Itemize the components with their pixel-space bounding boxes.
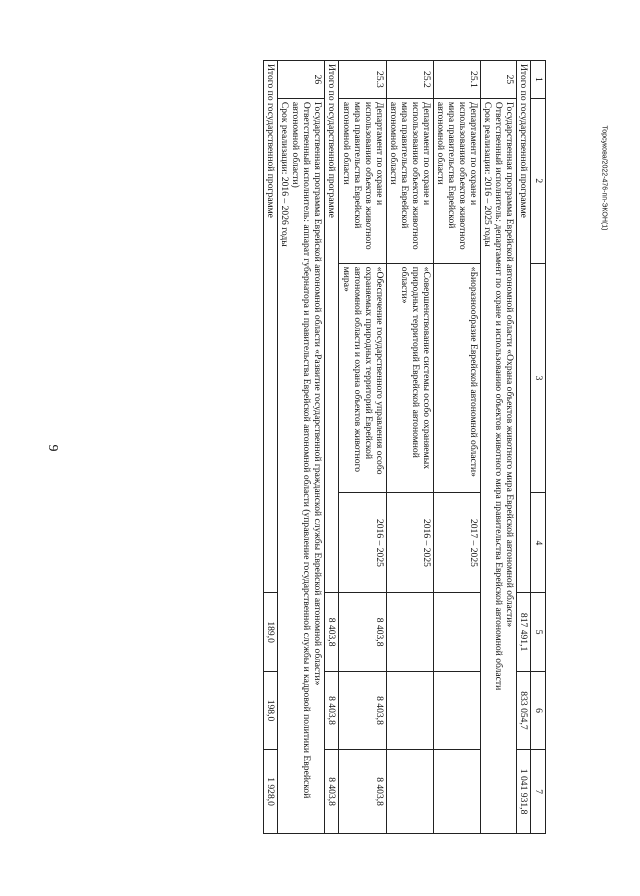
value-6: 8 403,8 (339, 671, 386, 749)
total-value-7: 8 403,8 (325, 750, 339, 834)
total-value-6: 8 403,8 (325, 671, 339, 749)
col-header-3: 3 (531, 263, 546, 493)
col-header-4: 4 (531, 493, 546, 593)
value-7 (433, 750, 480, 834)
header-row (531, 61, 546, 834)
program-description (480, 98, 516, 833)
row-number: 25.2 (386, 61, 433, 99)
total-row (325, 61, 339, 834)
col-header-7: 7 (531, 750, 546, 834)
value-5 (386, 593, 433, 671)
document-code: Торсукова/2022-476-пп-ЭКОН(1) (600, 125, 608, 231)
rotated-table (114, 60, 546, 834)
row-number: 25 (480, 61, 516, 99)
value-7: 8 403,8 (339, 750, 386, 834)
total-value-5: 817 491,1 (516, 593, 530, 671)
value-5: 8 403,8 (339, 593, 386, 671)
program-row-25 (480, 61, 516, 834)
total-row (264, 61, 278, 834)
program-row-26 (278, 61, 325, 834)
program-description (278, 98, 325, 833)
total-label: Итого по государственной программе (516, 61, 530, 593)
program-executor: Ответственный исполнитель: департамент по охране и использованию объектов животного мира правительства Еврейской автономной области (492, 101, 504, 691)
total-label: Итого по государственной программе (264, 61, 278, 593)
total-value-6: 833 054,7 (516, 671, 530, 749)
subprogram-row-25-2 (386, 61, 433, 834)
subprogram-name: «Совершенствование системы особо охраняемых природных территорий Еврейской автономной области» (386, 263, 433, 493)
total-value-7: 1 041 931,8 (516, 750, 530, 834)
subprogram-row-25-3 (339, 61, 386, 834)
row-number: 25.3 (339, 61, 386, 99)
value-6 (433, 671, 480, 749)
total-value-5: 8 403,8 (325, 593, 339, 671)
subprogram-name: «Обеспечение государственного управления особо охраняемых природных территорий Еврейской автономной области и охрана объектов животного мира» (339, 263, 386, 493)
executor-cell: Департамент по охране и использованию объектов животного мира правительства Еврейской автономной области (433, 98, 480, 263)
row-number: 26 (278, 61, 325, 99)
period-cell: 2017 – 2025 (433, 493, 480, 593)
rotated-table-area (114, 60, 546, 834)
page-number: 9 (45, 444, 60, 452)
col-header-5: 5 (531, 593, 546, 671)
total-value-7: 1 928,0 (264, 750, 278, 834)
value-7 (386, 750, 433, 834)
col-header-1: 1 (531, 61, 546, 99)
total-label: Итого по государственной программе (325, 61, 339, 593)
value-6 (386, 671, 433, 749)
period-cell: 2016 – 2025 (386, 493, 433, 593)
program-term: Срок реализации: 2016 – 2026 годы (279, 101, 291, 247)
program-term: Срок реализации: 2016 – 2025 годы (481, 101, 493, 247)
subprogram-row-25-1 (433, 61, 480, 834)
program-executor: Ответственный исполнитель: аппарат губернатора и правительства Еврейской автономной области (управление государственной службы и кадровой политики Еврейской автономной области) (290, 101, 313, 799)
executor-cell: Департамент по охране и использованию объектов животного мира правительства Еврейской автономной области (339, 98, 386, 263)
total-value-6: 198,0 (264, 671, 278, 749)
value-5 (433, 593, 480, 671)
col-header-6: 6 (531, 671, 546, 749)
executor-cell: Департамент по охране и использованию объектов животного мира правительства Еврейской автономной области (386, 98, 433, 263)
program-title: Государственная программа Еврейской автономной области «Охрана объектов животного мира Еврейской автономной области» (503, 101, 515, 628)
period-cell: 2016 – 2025 (339, 493, 386, 593)
total-value-5: 189,0 (264, 593, 278, 671)
col-header-2: 2 (531, 98, 546, 263)
subprogram-name: «Биоразнообразие Еврейской автономной области» (433, 263, 480, 493)
row-number: 25.1 (433, 61, 480, 99)
program-title: Государственная программа Еврейской автономной области «Развитие государственной гражданской службы Еврейской автономной области» (312, 101, 324, 686)
budget-table (263, 60, 546, 834)
total-row (516, 61, 530, 834)
